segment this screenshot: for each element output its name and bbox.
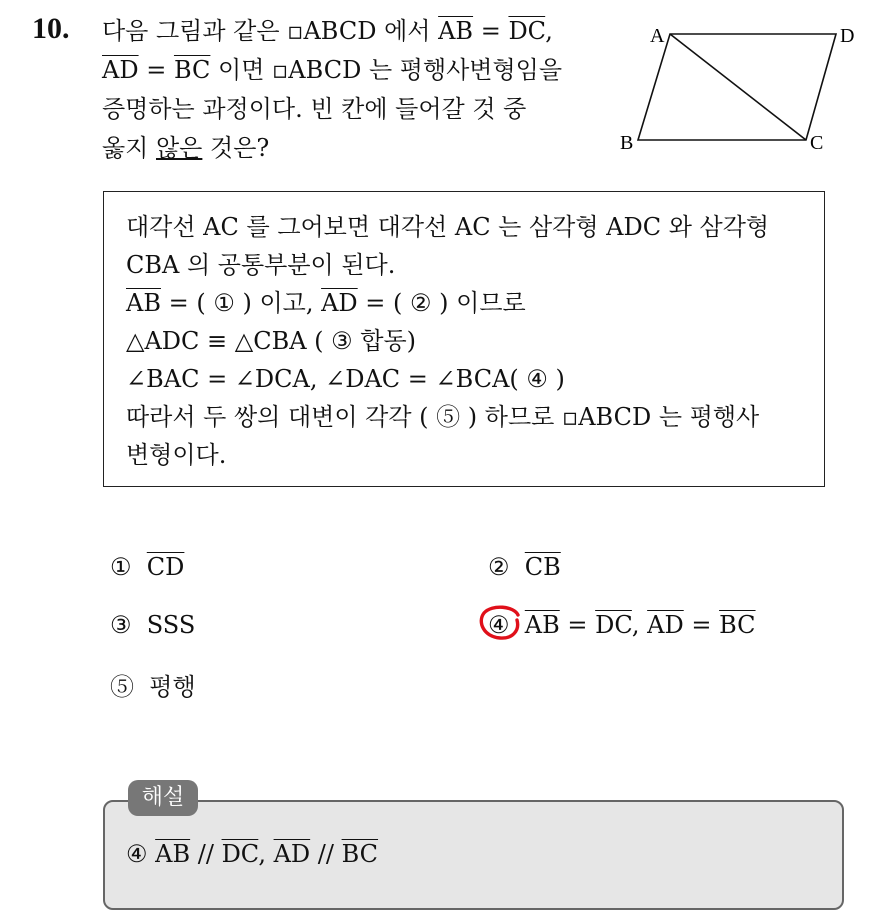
question-line-4	[102, 129, 602, 168]
segment-bc: $\overline{BC}$	[341, 840, 379, 868]
proof-line-6: 따라서 두 쌍의 대변이 각각 ( ⑤ ) 하므로 ▫ABCD 는 평행사	[126, 403, 760, 431]
parallelogram-figure	[614, 18, 864, 158]
question-line-1	[102, 12, 602, 51]
segment-dc: $\overline{DC}$	[221, 840, 259, 868]
segment-bc: $\overline{BC}$	[173, 56, 211, 84]
question-text	[102, 12, 602, 168]
comma: ,	[631, 611, 648, 639]
solution-number: ④	[126, 840, 148, 868]
vertex-label-a: A	[650, 25, 665, 47]
vertex-label-b: B	[620, 132, 634, 154]
choice-2[interactable]	[488, 553, 561, 581]
proof-line-2: CBA 의 공통부분이 된다.	[126, 251, 396, 279]
choice-5[interactable]	[110, 667, 196, 702]
choice-number: ③	[110, 611, 132, 639]
proof-line-5: ∠BAC = ∠DCA, ∠DAC = ∠BCA( ④ )	[126, 365, 565, 393]
equals-sign: =	[473, 17, 509, 45]
choice-4[interactable]	[488, 611, 756, 639]
question-line-3: 증명하는 과정이다. 빈 칸에 들어갈 것 중	[102, 95, 527, 123]
vertex-label-d: D	[840, 25, 855, 47]
segment-ab: $\overline{AB}$	[155, 840, 191, 868]
segment-ad: $\overline{AD}$	[321, 289, 358, 317]
answer-circle-mark	[478, 603, 524, 641]
red-circle-stroke	[481, 607, 518, 638]
choice-text: $\overline{CB}$	[524, 553, 561, 581]
question-line-4-c: 것은?	[202, 134, 270, 162]
choice-number: ⑤	[110, 673, 134, 701]
proof-line-1: 대각선 AC 를 그어보면 대각선 AC 는 삼각형 ADC 와 삼각형	[126, 213, 770, 241]
choice-text: 평행	[149, 673, 196, 701]
question-line-2	[102, 51, 602, 90]
equals-sign: =	[138, 56, 174, 84]
comma: ,	[258, 840, 274, 868]
proof-text	[126, 208, 816, 474]
proof-line-7: 변형이다.	[126, 441, 227, 469]
vertex-label-c: C	[810, 132, 824, 154]
segment-ab: $\overline{AB}$	[524, 611, 560, 639]
equals-sign: =	[683, 611, 720, 639]
comma: ,	[545, 17, 553, 45]
segment-ad: $\overline{AD}$	[647, 611, 684, 639]
choice-1[interactable]	[110, 553, 184, 581]
question-number: 10.	[32, 12, 70, 45]
equals-sign: =	[559, 611, 596, 639]
segment-dc: $\overline{DC}$	[508, 17, 546, 45]
segment-bc: $\overline{BC}$	[719, 611, 756, 639]
solution-text	[126, 840, 378, 868]
choice-number: ②	[488, 553, 510, 581]
choice-3[interactable]	[110, 611, 195, 639]
question-line-1-a: 다음 그림과 같은 ▫ABCD 에서	[102, 17, 439, 45]
segment-ab: $\overline{AB}$	[126, 289, 161, 317]
choice-number: ①	[110, 553, 132, 581]
proof-line-3-d: = ( ② ) 이므로	[357, 289, 526, 317]
solution-label: 해설	[128, 780, 198, 816]
segment-dc: $\overline{DC}$	[595, 611, 632, 639]
proof-box	[103, 191, 825, 487]
choice-text: $\overline{CD}$	[146, 553, 185, 581]
underlined-not: 않은	[156, 134, 203, 162]
proof-line-3	[126, 284, 816, 322]
parallel-sign: //	[310, 840, 342, 868]
segment-ad: $\overline{AD}$	[273, 840, 311, 868]
parallel-sign: //	[190, 840, 222, 868]
proof-line-3-b: = ( ① ) 이고,	[160, 289, 322, 317]
diagonal-ac	[670, 34, 806, 140]
choice-text: SSS	[146, 611, 196, 639]
segment-ad: $\overline{AD}$	[102, 56, 139, 84]
question-line-4-a: 옳지	[102, 134, 156, 162]
segment-ab: $\overline{AB}$	[438, 17, 474, 45]
choice-number: ④	[488, 611, 510, 639]
proof-line-4: △ADC ≡ △CBA ( ③ 합동)	[126, 327, 417, 355]
question-line-2-rest: 이면 ▫ABCD 는 평행사변형임을	[210, 56, 563, 84]
